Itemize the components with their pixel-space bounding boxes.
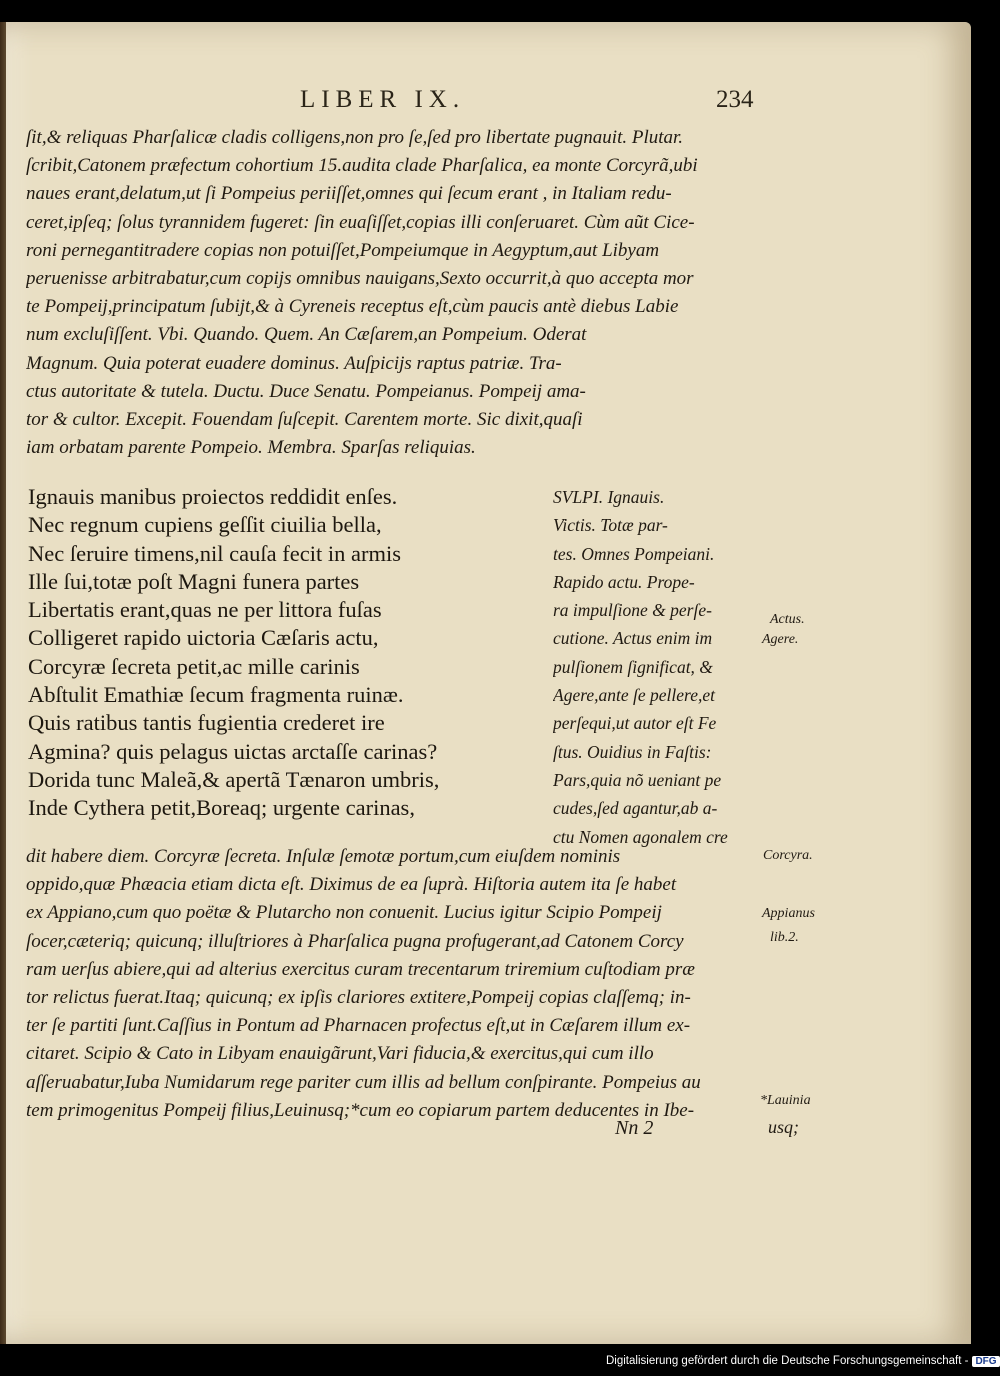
verse-line: Nec regnum cupiens geſſit ciuilia bella, bbox=[28, 512, 382, 538]
commentary-side bbox=[553, 483, 768, 851]
commentary-line: ceret,ipſeq; ſolus tyrannidem fugeret: ſin euaſiſſet,copias illi conſeruaret. Cùm aũt Cice- bbox=[26, 211, 695, 233]
verse-line: Ille ſui,totæ poſt Magni funera partes bbox=[28, 568, 360, 594]
side-commentary-line: Victis. Totæ par- bbox=[553, 515, 668, 536]
margin-note-corcyra: Corcyra. bbox=[763, 848, 813, 863]
commentary-bottom bbox=[26, 843, 771, 1125]
commentary-line: num excluſiſſent. Vbi. Quando. Quem. An Cæſarem,an Pompeium. Oderat bbox=[26, 324, 587, 346]
footer-text: Digitalisierung gefördert durch die Deutsche Forschungsgemeinschaft - bbox=[606, 1355, 969, 1367]
margin-note-appianus: Appianus bbox=[762, 906, 815, 921]
margin-note-lauinia: *Lauinia bbox=[760, 1093, 811, 1108]
commentary-line: tor relictus fuerat.Itaq; quicunq; ex ipſis clariores extitere,Pompeij copias claſſemq; in- bbox=[26, 987, 691, 1009]
verse-line: Inde Cythera petit,Boreaq; urgente carinas, bbox=[28, 795, 415, 821]
side-commentary-line: perſequi,ut autor eſt Fe bbox=[553, 713, 717, 734]
verse-line: Colligeret rapido uictoria Cæſaris actu, bbox=[28, 625, 379, 651]
verse-line: Nec ſeruire timens,nil cauſa fecit in armis bbox=[28, 540, 401, 566]
commentary-line: Magnum. Quia poterat euadere dominus. Auſpicijs raptus patriæ. Tra- bbox=[26, 352, 562, 374]
verse-line: Ignauis manibus proiectos reddidit enſes. bbox=[28, 484, 398, 509]
margin-note-agere: Agere. bbox=[762, 632, 799, 647]
commentary-line: roni pernegantitradere copias non potuiſſet,Pompeiumque in Aegyptum,aut Libyam bbox=[26, 239, 660, 261]
commentary-line: te Pompeij,principatum ſubijt,& à Cyreneis receptus eſt,cùm paucis antè diebus Labie bbox=[26, 296, 679, 318]
side-commentary-line: cudes,ſed agantur,ab a- bbox=[553, 798, 718, 819]
side-commentary-line: ra impulſione & perſe- bbox=[553, 600, 712, 621]
commentary-line: ctus autoritate & tutela. Ductu. Duce Senatu. Pompeianus. Pompeij ama- bbox=[26, 380, 586, 402]
commentary-line: ram uerſus abiere,qui ad alterius exercitus curam trecentarum triremium cuſtodiam præ bbox=[26, 958, 695, 980]
margin-note-lib: lib.2. bbox=[770, 930, 799, 945]
verse-block bbox=[28, 483, 548, 823]
footer-credit bbox=[606, 1355, 1000, 1367]
side-commentary-line: Agere,ante ſe pellere,et bbox=[553, 685, 715, 706]
catchword: usq; bbox=[768, 1117, 799, 1137]
side-commentary-line: tes. Omnes Pompeiani. bbox=[553, 543, 715, 564]
side-commentary-line: pulſionem ſignificat, & bbox=[553, 656, 713, 677]
margin-note-actus: Actus. bbox=[770, 612, 805, 627]
side-commentary-line: ſtus. Ouidius in Faſtis: bbox=[553, 741, 712, 762]
side-commentary-line: ctu Nomen agonalem cre bbox=[553, 826, 728, 847]
side-commentary-line: Pars,quia nõ ueniant pe bbox=[553, 769, 722, 790]
commentary-line: ſit,& reliquas Pharſalicæ cladis colligens,non pro ſe,ſed pro libertate pugnauit. Plutar. bbox=[26, 127, 684, 148]
commentary-line: tem primogenitus Pompeij filius,Leuinusq;*cum eo copiarum partem deducentes in Ibe- bbox=[26, 1099, 695, 1121]
running-head: LIBER IX. bbox=[300, 86, 466, 113]
dfg-logo: DFG bbox=[972, 1356, 999, 1367]
commentary-line: peruenisse arbitrabatur,cum copijs omnibus nauigans,Sexto occurrit,à quo accepta mor bbox=[26, 268, 694, 290]
commentary-line: ex Appiano,cum quo poëtæ & Plutarcho non conuenit. Lucius igitur Scipio Pompeij bbox=[26, 902, 662, 924]
commentary-line: ter ſe partiti ſunt.Caſſius in Pontum ad Pharnacen profectus eſt,ut in Cæſarem illum ex- bbox=[26, 1015, 691, 1037]
commentary-line: iam orbatam parente Pompeio. Membra. Sparſas reliquias. bbox=[26, 437, 476, 459]
verse-line: Agmina? quis pelagus uictas arctaſſe carinas? bbox=[28, 738, 438, 764]
verse-line: Abſtulit Emathiæ ſecum fragmenta ruinæ. bbox=[28, 682, 404, 708]
commentary-line: tor & cultor. Excepit. Fouendam ſuſcepit. Carentem morte. Sic dixit,quaſi bbox=[26, 409, 583, 431]
commentary-line: citaret. Scipio & Cato in Libyam enauigãrunt,Vari fiducia,& exercitus,qui cum illo bbox=[26, 1043, 654, 1065]
side-commentary-line: SVLPI. Ignauis. bbox=[553, 487, 665, 507]
verse-line: Dorida tunc Maleã,& apertã Tænaron umbris, bbox=[28, 766, 440, 792]
verse-line: Corcyræ ſecreta petit,ac mille carinis bbox=[28, 653, 360, 679]
commentary-line: oppido,quæ Phæacia etiam dicta eſt. Diximus de ea ſuprà. Hiſtoria autem ita ſe habet bbox=[26, 874, 677, 896]
commentary-line: aſſeruabatur,Iuba Numidarum rege pariter cum illis ad bellum conſpirante. Pompeius au bbox=[26, 1071, 701, 1093]
commentary-top bbox=[26, 124, 846, 462]
verse-line: Quis ratibus tantis fugientia crederet ire bbox=[28, 710, 385, 736]
commentary-line: naues erant,delatum,ut ſi Pompeius periiſſet,omnes qui ſecum erant , in Italiam redu- bbox=[26, 183, 672, 205]
signature-mark: Nn 2 bbox=[615, 1117, 654, 1139]
commentary-line: dit habere diem. Corcyræ ſecreta. Inſulæ ſemotæ portum,cum eiuſdem nominis bbox=[26, 846, 621, 867]
commentary-line: ſcribit,Catonem præfectum cohortium 15.audita clade Pharſalica, ea monte Corcyrã,ubi bbox=[26, 155, 698, 177]
side-commentary-line: Rapido actu. Prope- bbox=[553, 571, 695, 592]
page-number: 234 bbox=[716, 86, 754, 113]
side-commentary-line: cutione. Actus enim im bbox=[553, 628, 713, 649]
commentary-line: ſocer,cæteriq; quicunq; illuſtriores à Pharſalica pugna profugerant,ad Catonem Corcy bbox=[26, 930, 684, 952]
verse-line: Libertatis erant,quas ne per littora fuſas bbox=[28, 597, 382, 623]
